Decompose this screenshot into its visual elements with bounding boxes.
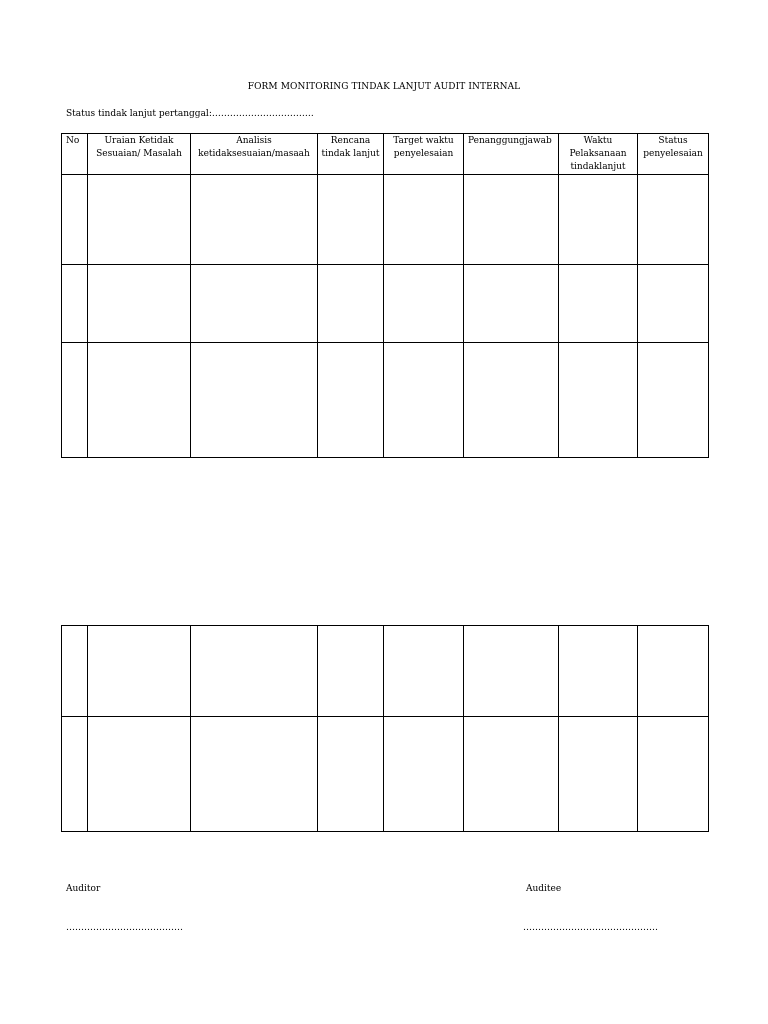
monitoring-table-top [61, 133, 709, 458]
table-cell[interactable] [88, 265, 191, 343]
table-cell[interactable] [559, 265, 638, 343]
table-cell[interactable] [318, 265, 384, 343]
table-cell[interactable] [384, 175, 464, 265]
table-cell[interactable] [638, 175, 709, 265]
table-cell[interactable] [638, 717, 709, 832]
table-row [62, 626, 709, 717]
table-cell[interactable] [191, 717, 318, 832]
table-cell[interactable] [464, 265, 559, 343]
table-cell[interactable] [62, 265, 88, 343]
status-date-line: Status tindak lanjut pertanggal:……………………………. [66, 109, 314, 119]
table-cell[interactable] [559, 626, 638, 717]
table-cell[interactable] [384, 265, 464, 343]
table-cell[interactable] [559, 175, 638, 265]
table-cell[interactable] [464, 626, 559, 717]
table-cell[interactable] [191, 343, 318, 458]
header-status: Status penyelesaian [638, 134, 709, 175]
table-cell[interactable] [318, 343, 384, 458]
form-title: FORM MONITORING TINDAK LANJUT AUDIT INTERNAL [247, 82, 521, 92]
table-cell[interactable] [464, 717, 559, 832]
header-rencana: Rencana tindak lanjut [318, 134, 384, 175]
table-cell[interactable] [559, 343, 638, 458]
header-analisis: Analisis ketidaksesuaian/masaah [191, 134, 318, 175]
table-cell[interactable] [62, 717, 88, 832]
table-cell[interactable] [191, 175, 318, 265]
header-penanggungjawab: Penanggungjawab [464, 134, 559, 175]
table-cell[interactable] [88, 717, 191, 832]
table-row [62, 265, 709, 343]
table-row [62, 175, 709, 265]
monitoring-table-bottom [61, 625, 709, 832]
table-cell[interactable] [464, 343, 559, 458]
table-cell[interactable] [62, 343, 88, 458]
auditor-signature-line: ………………………………… [66, 923, 183, 933]
table-cell[interactable] [638, 265, 709, 343]
table-cell[interactable] [62, 175, 88, 265]
table-cell[interactable] [638, 626, 709, 717]
table-cell[interactable] [384, 717, 464, 832]
auditee-signature-line: ……………………………………… [523, 923, 658, 933]
table-cell[interactable] [88, 626, 191, 717]
table-cell[interactable] [384, 626, 464, 717]
auditor-label: Auditor [66, 884, 101, 894]
table-cell[interactable] [318, 626, 384, 717]
header-no: No [62, 134, 88, 175]
auditee-label: Auditee [526, 884, 562, 894]
table-cell[interactable] [638, 343, 709, 458]
table-cell[interactable] [464, 175, 559, 265]
table-cell[interactable] [318, 175, 384, 265]
header-target-waktu: Target waktu penyelesaian [384, 134, 464, 175]
table-row [62, 717, 709, 832]
header-uraian: Uraian Ketidak Sesuaian/ Masalah [88, 134, 191, 175]
table-cell[interactable] [88, 343, 191, 458]
header-waktu-pelaksanaan: Waktu Pelaksanaan tindaklanjut [559, 134, 638, 175]
table-cell[interactable] [191, 265, 318, 343]
table-row [62, 343, 709, 458]
table-cell[interactable] [191, 626, 318, 717]
table-cell[interactable] [318, 717, 384, 832]
table-cell[interactable] [559, 717, 638, 832]
table-cell[interactable] [88, 175, 191, 265]
table-header-row [62, 134, 709, 175]
table-cell[interactable] [384, 343, 464, 458]
table-cell[interactable] [62, 626, 88, 717]
